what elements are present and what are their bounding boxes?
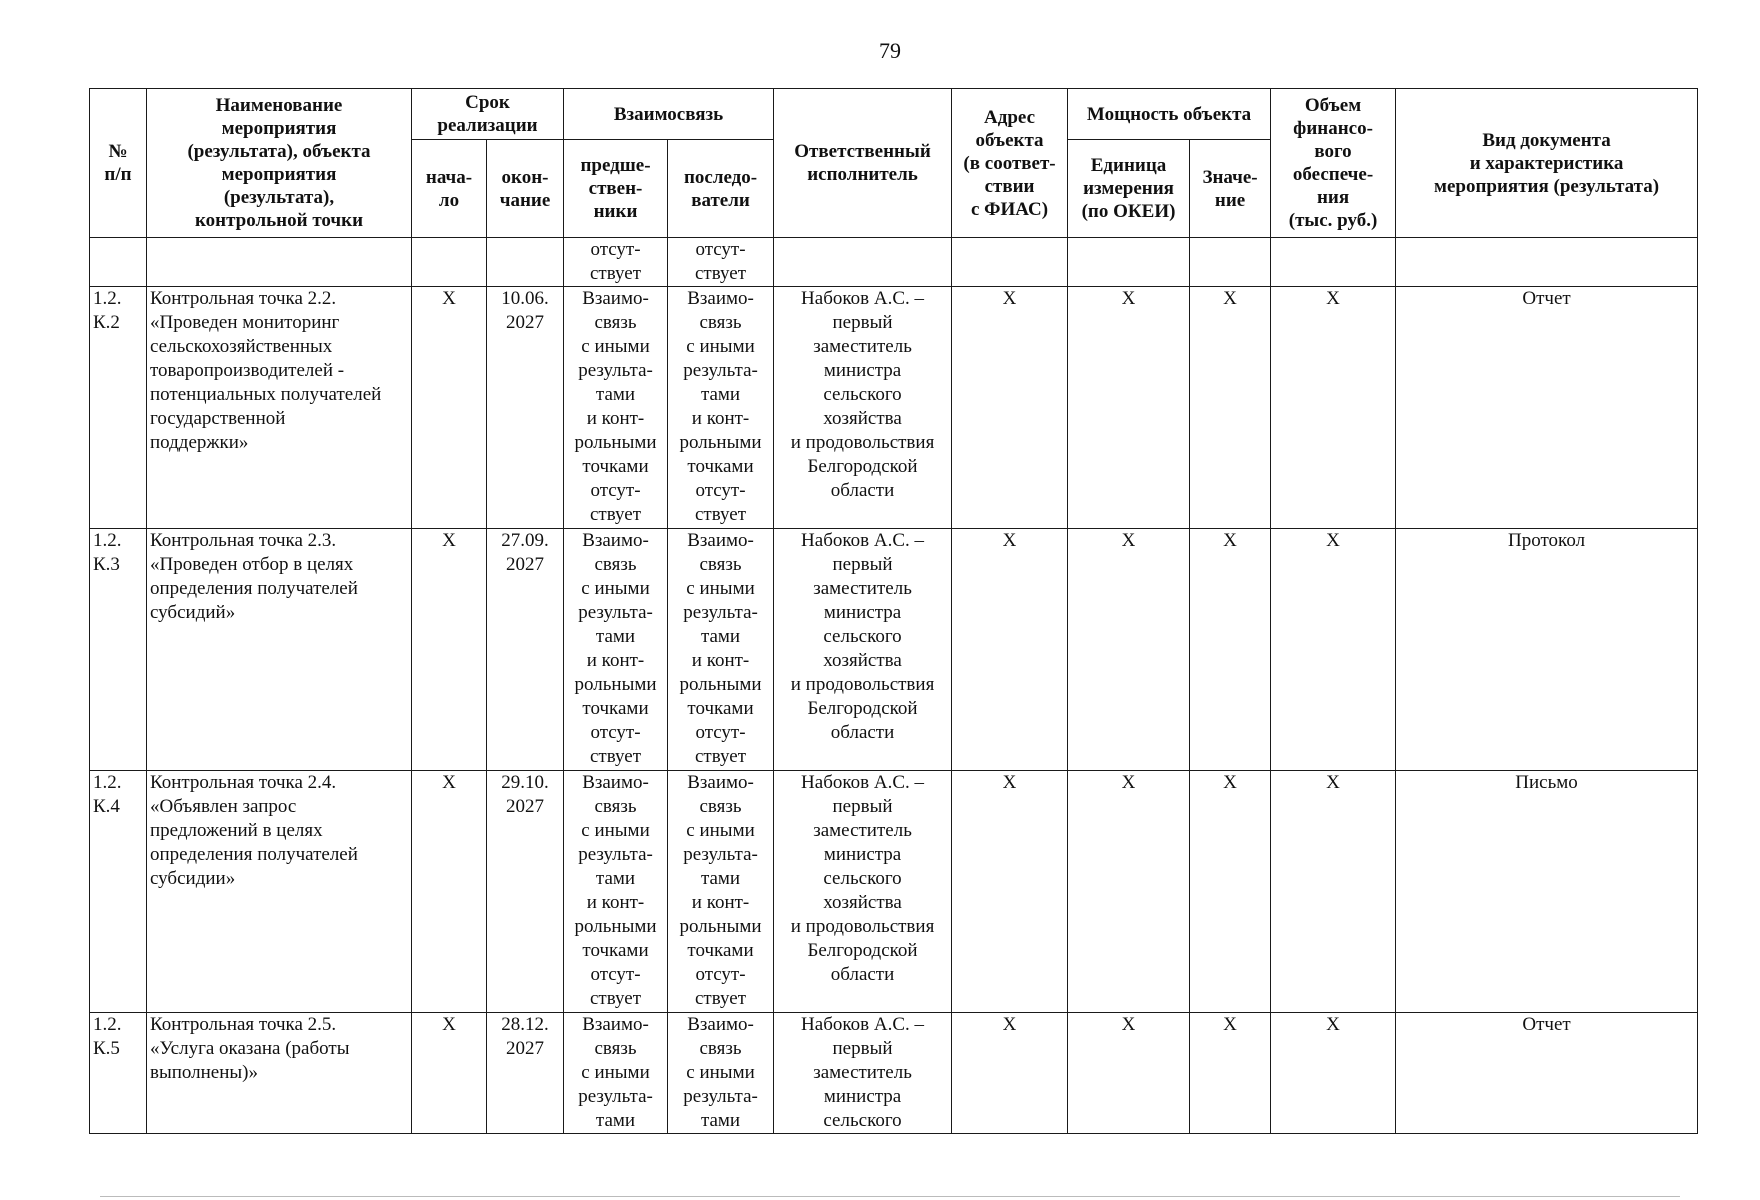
cell-unit: Х: [1068, 771, 1190, 1013]
cell-doc: [1396, 238, 1698, 287]
cell-responsible: Набоков А.С. – первый заместитель министра сельского хозяйства и продовольствия Белгородской области: [774, 287, 952, 529]
cell-doc: Отчет: [1396, 1013, 1698, 1134]
cell-pred: Взаимо- связь с иными результа- тами и конт- рольными точками отсут- ствует: [564, 529, 668, 771]
cell-next: Взаимо- связь с иными результа- тами и конт- рольными точками отсут- ствует: [668, 771, 774, 1013]
header-term-start: нача- ло: [412, 140, 487, 238]
cell-num: [90, 238, 147, 287]
cell-name: Контрольная точка 2.2. «Проведен мониторинг сельскохозяйственных товаропроизводителей - потенциальных получателей государственной поддержки»: [147, 287, 412, 529]
cell-start: Х: [412, 1013, 487, 1134]
cell-start: [412, 238, 487, 287]
cell-value: Х: [1190, 287, 1271, 529]
cell-unit: Х: [1068, 529, 1190, 771]
cell-unit: Х: [1068, 1013, 1190, 1134]
header-finance: Объем финансо- вого обеспече- ния (тыс. руб.): [1271, 89, 1396, 238]
table-row: [90, 1013, 1698, 1134]
header-capacity: Мощность объекта: [1068, 89, 1271, 140]
header-responsible: Ответственный исполнитель: [774, 89, 952, 238]
cell-end: 10.06. 2027: [487, 287, 564, 529]
cell-finance: Х: [1271, 771, 1396, 1013]
activities-table: [89, 88, 1698, 1134]
cell-finance: [1271, 238, 1396, 287]
scan-bottom-rule: [100, 1196, 1680, 1197]
cell-num: 1.2. К.5: [90, 1013, 147, 1134]
cell-num: 1.2. К.3: [90, 529, 147, 771]
cell-responsible: Набоков А.С. – первый заместитель министра сельского: [774, 1013, 952, 1134]
header-address: Адрес объекта (в соответ- ствии с ФИАС): [952, 89, 1068, 238]
cell-next: Взаимо- связь с иными результа- тами и конт- рольными точками отсут- ствует: [668, 287, 774, 529]
table-row: [90, 287, 1698, 529]
header-doc: Вид документа и характеристика мероприятия (результата): [1396, 89, 1698, 238]
header-capacity-value: Значе- ние: [1190, 140, 1271, 238]
table-row-continued: [90, 238, 1698, 287]
cell-doc: Письмо: [1396, 771, 1698, 1013]
cell-num: 1.2. К.4: [90, 771, 147, 1013]
header-relation-next: последо- ватели: [668, 140, 774, 238]
cell-address: Х: [952, 529, 1068, 771]
cell-doc: Протокол: [1396, 529, 1698, 771]
cell-num: 1.2. К.2: [90, 287, 147, 529]
header-term: Срок реализации: [412, 89, 564, 140]
header-term-end: окон- чание: [487, 140, 564, 238]
header-num: № п/п: [90, 89, 147, 238]
table-row: [90, 771, 1698, 1013]
cell-pred: Взаимо- связь с иными результа- тами и конт- рольными точками отсут- ствует: [564, 287, 668, 529]
header-name: Наименование мероприятия (результата), объекта мероприятия (результата), контрольной точки: [147, 89, 412, 238]
cell-value: Х: [1190, 1013, 1271, 1134]
cell-name: Контрольная точка 2.3. «Проведен отбор в целях определения получателей субсидий»: [147, 529, 412, 771]
cell-next: Взаимо- связь с иными результа- тами: [668, 1013, 774, 1134]
cell-name: [147, 238, 412, 287]
cell-finance: Х: [1271, 1013, 1396, 1134]
cell-start: Х: [412, 287, 487, 529]
cell-unit: Х: [1068, 287, 1190, 529]
cell-value: Х: [1190, 771, 1271, 1013]
cell-address: Х: [952, 1013, 1068, 1134]
cell-responsible: Набоков А.С. – первый заместитель министра сельского хозяйства и продовольствия Белгородской области: [774, 771, 952, 1013]
cell-name: Контрольная точка 2.4. «Объявлен запрос предложений в целях определения получателей субсидии»: [147, 771, 412, 1013]
table-row: [90, 529, 1698, 771]
cell-next: отсут- ствует: [668, 238, 774, 287]
cell-pred: отсут- ствует: [564, 238, 668, 287]
cell-value: [1190, 238, 1271, 287]
header-relation: Взаимосвязь: [564, 89, 774, 140]
cell-end: 29.10. 2027: [487, 771, 564, 1013]
page-number: 79: [879, 38, 901, 63]
cell-start: Х: [412, 529, 487, 771]
cell-finance: Х: [1271, 287, 1396, 529]
cell-next: Взаимо- связь с иными результа- тами и конт- рольными точками отсут- ствует: [668, 529, 774, 771]
cell-end: 28.12. 2027: [487, 1013, 564, 1134]
cell-address: [952, 238, 1068, 287]
cell-responsible: [774, 238, 952, 287]
cell-address: Х: [952, 287, 1068, 529]
cell-end: [487, 238, 564, 287]
header-capacity-unit: Единица измерения (по ОКЕИ): [1068, 140, 1190, 238]
cell-pred: Взаимо- связь с иными результа- тами: [564, 1013, 668, 1134]
cell-doc: Отчет: [1396, 287, 1698, 529]
cell-value: Х: [1190, 529, 1271, 771]
cell-address: Х: [952, 771, 1068, 1013]
cell-end: 27.09. 2027: [487, 529, 564, 771]
cell-pred: Взаимо- связь с иными результа- тами и конт- рольными точками отсут- ствует: [564, 771, 668, 1013]
cell-name: Контрольная точка 2.5. «Услуга оказана (работы выполнены)»: [147, 1013, 412, 1134]
cell-unit: [1068, 238, 1190, 287]
cell-responsible: Набоков А.С. – первый заместитель министра сельского хозяйства и продовольствия Белгородской области: [774, 529, 952, 771]
cell-finance: Х: [1271, 529, 1396, 771]
cell-start: Х: [412, 771, 487, 1013]
header-relation-pred: предше- ствен- ники: [564, 140, 668, 238]
